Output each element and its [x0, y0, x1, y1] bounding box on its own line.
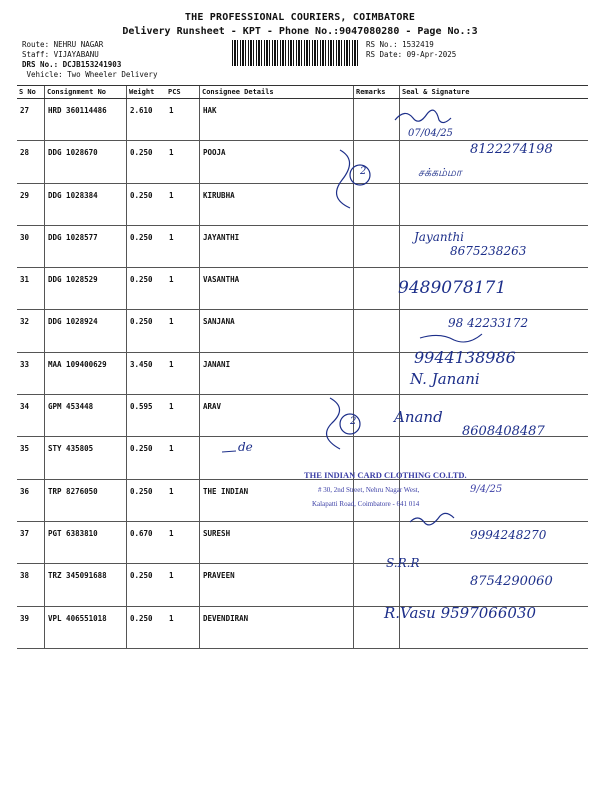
cell-consignee: HAK [200, 99, 354, 141]
cell-weight: 3.450 [127, 352, 167, 394]
cell-consignment: DDG 1028670 [45, 141, 127, 183]
cell-weight: 2.610 [127, 99, 167, 141]
cell-consignment: GPM 453448 [45, 395, 127, 437]
stamp-line1: THE INDIAN CARD CLOTHING CO.LTD. [304, 470, 467, 480]
cell-sno: 37 [17, 521, 45, 563]
hw-phone-37: 9994248270 [470, 528, 547, 542]
cell-sno: 39 [17, 606, 45, 648]
cell-sno: 29 [17, 183, 45, 225]
hw-name-34: Anand [394, 408, 443, 426]
hw-phone-32: 98 42233172 [448, 316, 529, 330]
hw-mark-35: de [238, 440, 253, 454]
cell-consignee: VASANTHA [200, 268, 354, 310]
cell-pcs: 1 [166, 225, 200, 267]
col-sno: S No [17, 86, 45, 99]
cell-weight: 0.250 [127, 141, 167, 183]
vehicle-line: Vehicle: Two Wheeler Delivery [26, 70, 158, 79]
runsheet-subtitle: Delivery Runsheet - KPT - Phone No.:9047080280 - Page No.:3 [122, 26, 478, 37]
staff-value: VIJAYABANU [53, 50, 99, 59]
cell-sno: 30 [17, 225, 45, 267]
cell-weight: 0.595 [127, 395, 167, 437]
cell-weight: 0.250 [127, 564, 167, 606]
hw-remark-34: 2 [350, 416, 357, 427]
cell-weight: 0.670 [127, 521, 167, 563]
cell-sno: 32 [17, 310, 45, 352]
route-value: NEHRU NAGAR [53, 40, 104, 49]
hw-name-38: S.R.R [386, 556, 420, 570]
hw-phone-30: 8675238263 [450, 244, 527, 258]
cell-sno: 35 [17, 437, 45, 479]
cell-weight: 0.250 [127, 479, 167, 521]
cell-pcs: 1 [166, 183, 200, 225]
cell-pcs: 1 [166, 479, 200, 521]
cell-consignee: JAYANTHI [200, 225, 354, 267]
cell-consignee: JANANI [200, 352, 354, 394]
cell-consignment: DDG 1028384 [45, 183, 127, 225]
cell-consignee: PRAVEEN [200, 564, 354, 606]
hw-phone-33: 9944138986 [414, 348, 516, 367]
cell-consignee: DEVENDIRAN [200, 606, 354, 648]
cell-consignment: STY 435805 [45, 437, 127, 479]
col-weight: Weight [127, 86, 167, 99]
cell-consignment: PGT 6383810 [45, 521, 127, 563]
cell-pcs: 1 [166, 606, 200, 648]
cell-pcs: 1 [166, 141, 200, 183]
cell-consignee: ARAV [200, 395, 354, 437]
cell-consignee: KIRUBHA [200, 183, 354, 225]
cell-pcs: 1 [166, 437, 200, 479]
cell-weight: 0.250 [127, 225, 167, 267]
col-consignee: Consignee Details [200, 86, 354, 99]
cell-consignment: HRD 360114486 [45, 99, 127, 141]
hw-name-33: N. Janani [410, 370, 480, 388]
hw-phone-28: 8122274198 [470, 142, 553, 157]
signature-scribble-27 [395, 110, 451, 122]
cell-pcs: 1 [166, 352, 200, 394]
cell-sno: 33 [17, 352, 45, 394]
rs-no-line: RS No.: 1532419 [366, 40, 434, 49]
cell-sno: 27 [17, 99, 45, 141]
cell-weight: 0.250 [127, 310, 167, 352]
hw-date-27: 07/04/25 [408, 128, 453, 139]
remark-brace-28 [337, 150, 350, 208]
col-seal: Seal & Signature [400, 86, 589, 99]
company-title: THE PROFESSIONAL COURIERS, COIMBATORE [184, 12, 416, 23]
cell-sno: 36 [17, 479, 45, 521]
cell-consignment: TRZ 345091688 [45, 564, 127, 606]
remark-brace-34 [327, 398, 340, 449]
hw-phone-38: 8754290060 [470, 574, 553, 589]
col-consignment: Consignment No [45, 86, 127, 99]
drs-value: DCJB153241903 [62, 60, 122, 69]
cell-consignment: DDG 1028924 [45, 310, 127, 352]
rs-no-value: 1532419 [402, 40, 434, 49]
drs-line: DRS No.: DCJB153241903 [22, 60, 122, 69]
cell-pcs: 1 [166, 521, 200, 563]
rs-date-value: 09-Apr-2025 [406, 50, 457, 59]
cell-weight: 0.250 [127, 268, 167, 310]
hw-phone-31: 9489078171 [398, 278, 507, 298]
cell-weight: 0.250 [127, 437, 167, 479]
hw-tamil-29: சக்கம்மா [418, 166, 462, 179]
hw-remark-28: 2 [360, 166, 367, 177]
cell-pcs: 1 [166, 564, 200, 606]
hw-text-39: R.Vasu 9597066030 [384, 604, 537, 622]
route-line: Route: NEHRU NAGAR [22, 40, 104, 49]
cell-sno: 38 [17, 564, 45, 606]
cell-consignment: VPL 406551018 [45, 606, 127, 648]
cell-pcs: 1 [166, 395, 200, 437]
cell-weight: 0.250 [127, 606, 167, 648]
stamp-line2: # 30, 2nd Street, Nehru Nagar West, [318, 486, 420, 494]
signature-scribble-37 [410, 513, 454, 524]
hw-phone-34: 8608408487 [462, 424, 545, 439]
cell-consignment: MAA 109400629 [45, 352, 127, 394]
stamp-line3: Kalapatti Road, Coimbatore - 641 014 [312, 500, 420, 508]
hw-name-30: Jayanthi [414, 230, 465, 244]
cell-consignment: TRP 8276050 [45, 479, 127, 521]
dash-mark-35 [222, 451, 236, 452]
stamp-date: 9/4/25 [470, 484, 503, 495]
cell-consignment: DDG 1028577 [45, 225, 127, 267]
staff-line: Staff: VIJAYABANU [22, 50, 99, 59]
cell-pcs: 1 [166, 268, 200, 310]
cell-sno: 31 [17, 268, 45, 310]
signature-scribble-32 [420, 334, 482, 342]
cell-consignee: SANJANA [200, 310, 354, 352]
cell-consignee: SURESH [200, 521, 354, 563]
cell-sno: 28 [17, 141, 45, 183]
cell-consignee: THE INDIAN [200, 479, 354, 521]
col-pcs: PCS [166, 86, 200, 99]
cell-consignment: DDG 1028529 [45, 268, 127, 310]
cell-sno: 34 [17, 395, 45, 437]
cell-pcs: 1 [166, 310, 200, 352]
cell-consignee: POOJA [200, 141, 354, 183]
cell-pcs: 1 [166, 99, 200, 141]
cell-weight: 0.250 [127, 183, 167, 225]
vehicle-value: Two Wheeler Delivery [67, 70, 158, 79]
rs-date-line: RS Date: 09-Apr-2025 [366, 50, 457, 59]
col-remarks: Remarks [354, 86, 400, 99]
